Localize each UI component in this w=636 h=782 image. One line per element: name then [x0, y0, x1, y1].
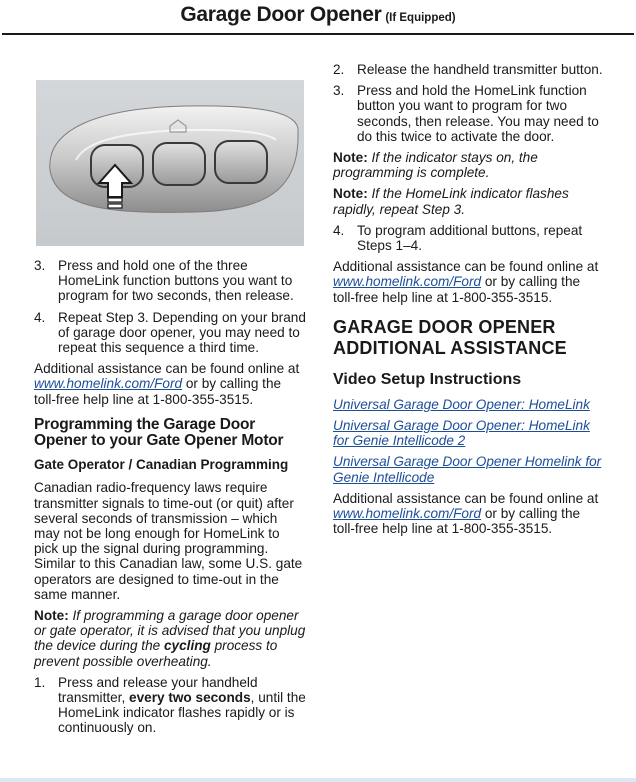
assistance-paragraph: [333, 259, 605, 305]
assistance-text-end: or by calling the toll-free help line at 1-800-355-3515.: [333, 506, 581, 537]
step-number: 2.: [333, 62, 345, 77]
video-link-genie-intellicode-2[interactable]: Universal Garage Door Opener: HomeLink for Genie Intellicode 2: [333, 418, 590, 449]
homelink-link[interactable]: www.homelink.com/Ford: [333, 274, 482, 290]
note-text-end: process to prevent possible overheating.: [34, 638, 278, 669]
left-column: [34, 258, 306, 742]
assistance-text: Additional assistance can be found online at: [333, 259, 599, 275]
video-setup-heading: Video Setup Instructions: [333, 370, 522, 388]
list-item: [333, 62, 605, 77]
step-emphasis: every two seconds: [129, 689, 251, 705]
page-title: Garage Door Opener: [180, 3, 382, 26]
homelink-console-image: [36, 80, 304, 246]
note-text: If the HomeLink indicator flashes rapidly, repeat Step 3.: [333, 186, 569, 217]
note-label: Note:: [333, 150, 368, 166]
assistance-text-end: or by calling the toll-free help line at 1-800-355-3515.: [333, 274, 581, 305]
note-paragraph: [333, 150, 605, 180]
note-paragraph: [34, 608, 306, 669]
step-number: 3.: [333, 83, 345, 99]
page-title-suffix: (If Equipped): [385, 12, 456, 24]
note-paragraph: [333, 186, 605, 216]
step-text: Press and hold one of the three HomeLink function buttons you want to program for two seconds, then release.: [58, 258, 294, 304]
section-heading-gate: Programming the Garage Door Opener to your Gate Opener Motor: [34, 415, 284, 450]
note-text: If programming a garage door opener or gate operator, it is advised that you unplug the device during the: [34, 607, 306, 654]
note-label: Note:: [333, 186, 368, 202]
assistance-text: Additional assistance can be found online at: [34, 361, 300, 377]
assistance-paragraph-2: [333, 491, 605, 537]
list-item: [34, 310, 306, 356]
assistance-text: Additional assistance can be found online at: [333, 490, 599, 506]
header-rule: [2, 33, 634, 35]
note-text: If the indicator stays on, the programming is complete.: [333, 150, 538, 181]
canadian-paragraph: Canadian radio-frequency laws require transmitter signals to time-out (or quit) after several seconds of transmission – which may not be long enough for HomeLink to pick up the signal during programming. Similar to this Canadian law, some U.S. gate operators are designed to time-out in the same manner.: [34, 480, 303, 602]
step-number: 1.: [34, 674, 46, 690]
page-header: [0, 0, 636, 32]
list-item: [34, 675, 306, 736]
homelink-buttons-illustration: [36, 80, 304, 246]
assistance-paragraph: [34, 361, 306, 407]
note-emphasis: cycling: [163, 638, 211, 654]
subheading-canadian: Gate Operator / Canadian Programming: [34, 456, 289, 472]
list-item: [34, 258, 306, 304]
step-text-end: , until the HomeLink indicator flashes rapidly or is continuously on.: [58, 689, 306, 736]
step-text: To program additional buttons, repeat Steps 1–4.: [357, 222, 583, 254]
section-heading-additional-assistance: GARAGE DOOR OPENER ADDITIONAL ASSISTANCE: [333, 316, 567, 358]
homelink-link[interactable]: www.homelink.com/Ford: [333, 506, 482, 522]
step-number: 4.: [34, 309, 46, 325]
step-text: Press and release your handheld transmitter,: [58, 674, 258, 705]
list-item: [333, 83, 605, 144]
assistance-text-end: or by calling the toll-free help line at 1-800-355-3515.: [34, 376, 282, 407]
homelink-link[interactable]: www.homelink.com/Ford: [34, 376, 183, 392]
footer-bar: [0, 778, 636, 782]
video-link-genie-intellicode[interactable]: Universal Garage Door Opener Homelink for Genie Intellicode: [333, 454, 602, 485]
step-number: 4.: [333, 222, 345, 238]
step-text: Release the handheld transmitter button.: [357, 62, 603, 77]
video-link-homelink[interactable]: Universal Garage Door Opener: HomeLink: [333, 396, 590, 412]
note-label: Note:: [34, 607, 69, 623]
list-item: [333, 223, 605, 253]
step-number: 3.: [34, 258, 46, 273]
step-text: Repeat Step 3. Depending on your brand of garage door opener, you may need to repeat this sequence a third time.: [58, 309, 306, 356]
step-text: Press and hold the HomeLink function button you want to program for two seconds, then release. You may need to do this twice to activate the door.: [357, 83, 599, 144]
right-column: [333, 62, 605, 542]
